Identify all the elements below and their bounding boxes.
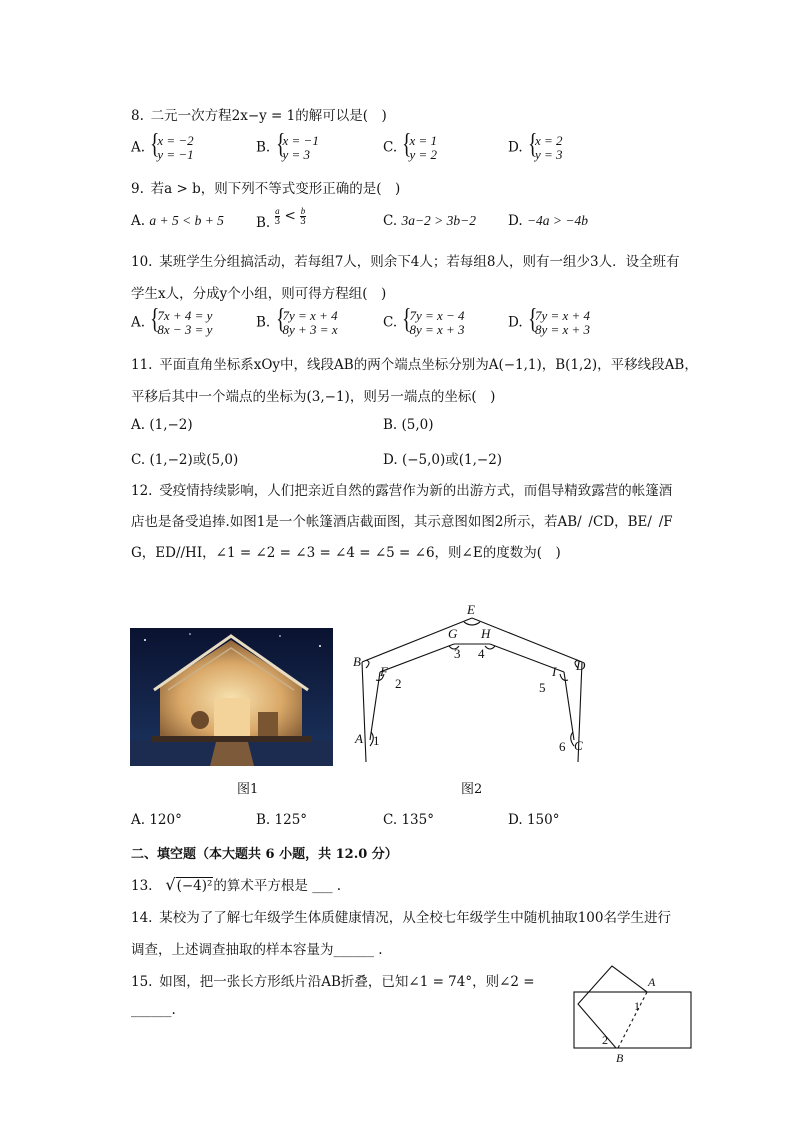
tent-hotel-photo xyxy=(130,628,333,766)
q8-option-c[interactable]: C. { x = 1 y = 2 xyxy=(383,134,437,162)
q15-stem-line1: 15. 如图，把一张长方形纸片沿AB折叠，已知∠1 = 74°，则∠2 = xyxy=(131,974,535,990)
q10-option-c[interactable]: C. { 7y = x − 4 8y = x + 3 xyxy=(383,309,465,337)
q8-stem: 8. 二元一次方程2x−y = 1的解可以是( ) xyxy=(131,108,387,124)
fraction: $\frac{a}{3}$ xyxy=(274,206,281,227)
equation-system: { 7x + 4 = y 8x − 3 = y xyxy=(149,309,212,337)
equation-system: { x = −2 y = −1 xyxy=(149,134,193,162)
q14-stem-line2: 调查，上述调查抽取的样本容量为______ . xyxy=(131,942,383,958)
q9-option-c[interactable]: C. 3a−2 > 3b−2 xyxy=(383,213,477,229)
label-2: 2 xyxy=(395,676,402,691)
q10-option-b[interactable]: B. { 7y = x + 4 8y + 3 = x xyxy=(256,309,338,337)
label-B: B xyxy=(616,1051,624,1065)
q15-stem-line2: ______. xyxy=(131,1002,176,1018)
equation-system: { x = 2 y = 3 xyxy=(527,134,563,162)
q9-option-b[interactable]: B. $\frac{a}{3}$ < $\frac{b}{3}$ xyxy=(256,206,306,231)
q11-option-a[interactable]: A. (1,−2) xyxy=(131,417,193,433)
label-D: D xyxy=(576,658,586,673)
q9-stem: 9. 若a > b，则下列不等式变形正确的是( ) xyxy=(131,181,401,197)
q9-option-a[interactable]: A. a + 5 < b + 5 xyxy=(131,213,224,229)
q12-option-c[interactable]: C. 135° xyxy=(383,812,434,828)
label-1: 1 xyxy=(634,999,640,1013)
q12-option-d[interactable]: D. 150° xyxy=(508,812,560,828)
q11-stem-line2: 平移后其中一个端点的坐标为(3,−1)，则另一端点的坐标( ) xyxy=(131,389,496,405)
figure1-caption: 图1 xyxy=(237,782,259,797)
label-H: H xyxy=(481,626,491,641)
label-B: B xyxy=(353,654,361,669)
label-5: 5 xyxy=(539,680,546,695)
section-heading-fill-in: 二、填空题（本大题共 6 小题，共 12.0 分） xyxy=(131,847,398,862)
label-1: 1 xyxy=(373,733,380,748)
q10-stem-line2: 学生x人，分成y个小组，则可得方程组( ) xyxy=(131,286,387,302)
q14-stem-line1: 14. 某校为了了解七年级学生体质健康情况，从全校七年级学生中随机抽取100名学生进行 xyxy=(131,910,671,926)
fraction: $\frac{b}{3}$ xyxy=(300,206,306,227)
label-C: C xyxy=(574,738,583,753)
q12-option-b[interactable]: B. 125° xyxy=(256,812,308,828)
equation-system: { 7y = x + 4 8y + 3 = x xyxy=(275,309,338,337)
q9-option-d[interactable]: D. −4a > −4b xyxy=(508,213,589,229)
equation-system: { x = 1 y = 2 xyxy=(401,134,437,162)
q11-stem-line1: 11. 平面直角坐标系xOy中，线段AB的两个端点坐标分别为A(−1,1)，B(1,2)，平移线段AB， xyxy=(131,357,698,373)
q12-stem-line2: 店也是备受追捧.如图1是一个帐篷酒店截面图，其示意图如图2所示，若AB/ /CD，BE/ /F xyxy=(131,514,673,530)
q11-option-d[interactable]: D. (−5,0)或(1,−2) xyxy=(383,452,503,468)
sqrt-expression: √(−4)² xyxy=(165,875,213,894)
label-6: 6 xyxy=(559,739,566,754)
label-F: F xyxy=(380,664,388,679)
q12-stem-line3: G，ED//HI，∠1 = ∠2 = ∠3 = ∠4 = ∠5 = ∠6，则∠E的度数为( ) xyxy=(131,545,561,561)
q10-option-a[interactable]: A. { 7x + 4 = y 8x − 3 = y xyxy=(131,309,212,337)
label-I: I xyxy=(552,664,557,679)
q12-stem-line1: 12. 受疫情持续影响，人们把亲近自然的露营作为新的出游方式，而倡导精致露营的帐篷酒 xyxy=(131,483,673,499)
q8-option-d[interactable]: D. { x = 2 y = 3 xyxy=(508,134,562,162)
equation-system: { 7y = x − 4 8y = x + 3 xyxy=(401,309,464,337)
figure2-caption: 图2 xyxy=(461,782,483,797)
q11-option-b[interactable]: B. (5,0) xyxy=(383,417,434,433)
label-4: 4 xyxy=(478,646,485,661)
label-A: A xyxy=(648,975,656,989)
equation-system: { 7y = x + 4 8y = x + 3 xyxy=(527,309,590,337)
folded-rectangle-diagram xyxy=(570,962,696,1066)
label-E: E xyxy=(467,602,475,617)
q10-option-d[interactable]: D. { 7y = x + 4 8y = x + 3 xyxy=(508,309,590,337)
q13-stem: 13. √(−4)²的算术平方根是 ___ . xyxy=(131,875,342,894)
label-G: G xyxy=(448,626,458,641)
label-2: 2 xyxy=(602,1033,608,1047)
q8-option-b[interactable]: B. { x = −1 y = 3 xyxy=(256,134,319,162)
tent-schematic-diagram xyxy=(352,600,592,770)
q10-stem-line1: 10. 某班学生分组搞活动，若每组7人，则余下4人；若每组8人，则有一组少3人．设全班有 xyxy=(131,254,680,270)
q8-option-a[interactable]: A. { x = −2 y = −1 xyxy=(131,134,194,162)
equation-system: { x = −1 y = 3 xyxy=(275,134,319,162)
label-3: 3 xyxy=(454,646,461,661)
label-A: A xyxy=(355,731,363,746)
q11-option-c[interactable]: C. (1,−2)或(5,0) xyxy=(131,452,239,468)
q12-option-a[interactable]: A. 120° xyxy=(131,812,182,828)
